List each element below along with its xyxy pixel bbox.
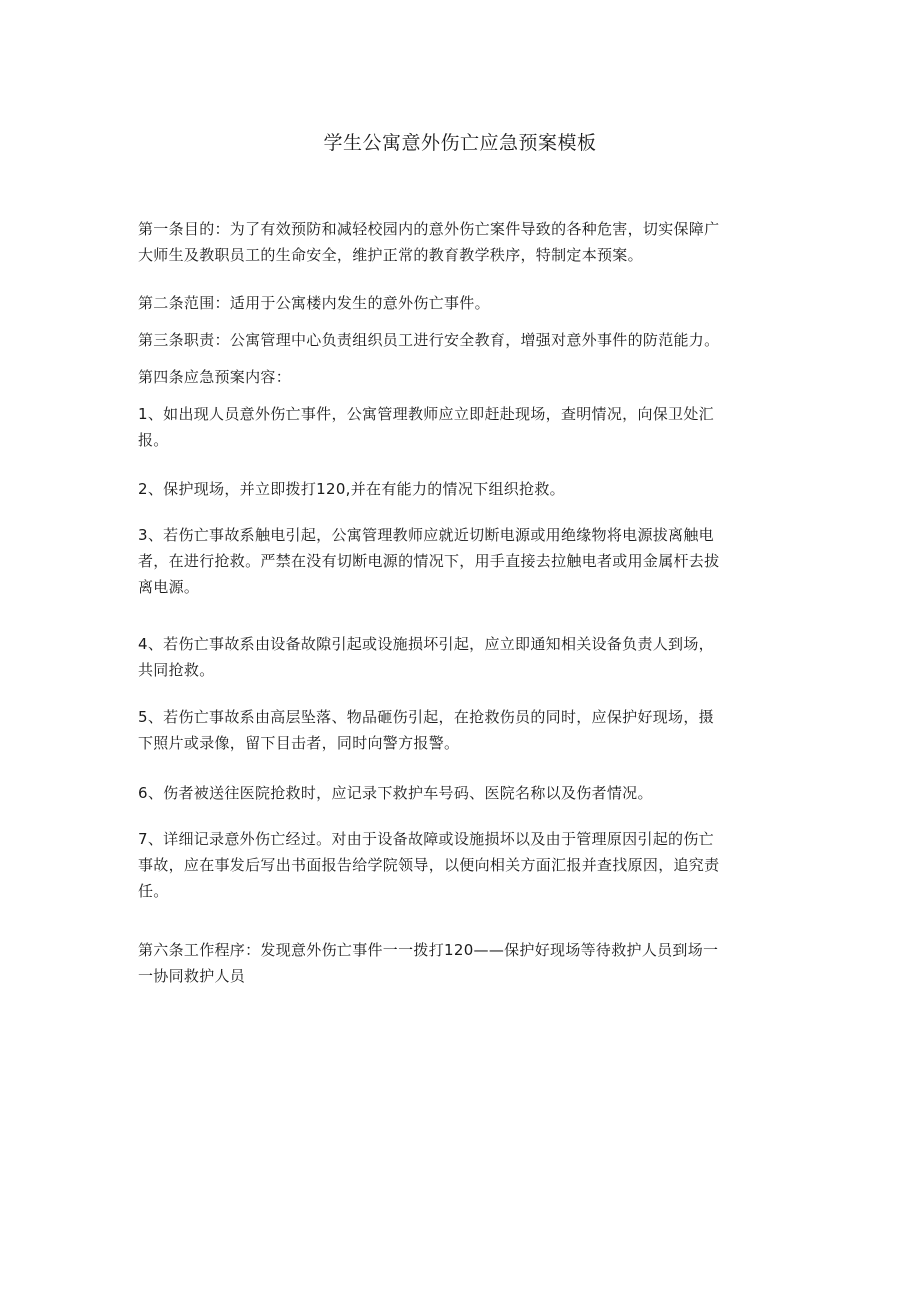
text-line: 第六条工作程序：发现意外伤亡事件一一拨打120——保护好现场等待救护人员到场一 (138, 941, 719, 959)
text-line: 下照片或录像，留下目击者，同时向警方报警。 (138, 734, 460, 752)
text-line: 4、若伤亡事故系由设备故隙引起或设施损坏引起，应立即通知相关设备负责人到场， (138, 635, 714, 653)
item-2 (138, 476, 798, 502)
text-line: 离电源。 (138, 578, 200, 596)
text-line: 第二条范围：适用于公寓楼内发生的意外伤亡事件。 (138, 294, 490, 312)
text-line: 第四条应急预案内容： (138, 368, 292, 386)
text-line: 一协同救护人员 (138, 967, 246, 985)
item-6 (138, 780, 798, 806)
article-2-scope (138, 290, 798, 316)
article-1-purpose (138, 216, 798, 268)
text-line: 共同抢救。 (138, 661, 215, 679)
text-line: 5、若伤亡事故系由高层坠落、物品砸伤引起，在抢救伤员的同时，应保护好现场，摄 (138, 708, 714, 726)
text-line: 3、若伤亡事故系触电引起，公寓管理教师应就近切断电源或用绝缘物将电源拔离触电 (138, 526, 714, 544)
item-5 (138, 704, 798, 756)
text-line: 6、伤者被送往医院抢救时，应记录下救护车号码、医院名称以及伤者情况。 (138, 784, 653, 802)
item-7 (138, 826, 798, 904)
article-6-procedure (138, 937, 798, 989)
item-3 (138, 522, 798, 600)
text-line: 1、如出现人员意外伤亡事件，公寓管理教师应立即赶赴现场，查明情况，向保卫处汇 (138, 405, 714, 423)
text-line: 报。 (138, 431, 169, 449)
text-line: 2、保护现场，并立即拨打120,并在有能力的情况下组织抢救。 (138, 480, 565, 498)
article-4-heading (138, 364, 798, 390)
item-4 (138, 631, 798, 683)
item-1 (138, 401, 798, 453)
text-line: 者，在进行抢救。严禁在没有切断电源的情况下，用手直接去拉触电者或用金属杆去拔 (138, 552, 720, 570)
text-line: 7、详细记录意外伤亡经过。对由于设备故障或设施损坏以及由于管理原因引起的伤亡 (138, 830, 714, 848)
document-title: 学生公寓意外伤亡应急预案模板 (323, 132, 597, 154)
text-line: 第一条目的：为了有效预防和减轻校园内的意外伤亡案件导致的各种危害，切实保障广 (138, 220, 720, 238)
text-line: 第三条职责：公寓管理中心负责组织员工进行安全教育，增强对意外事件的防范能力。 (138, 331, 720, 349)
text-line: 事故，应在事发后写出书面报告给学院领导，以便向相关方面汇报并查找原因，追究责 (138, 856, 720, 874)
text-line: 大师生及教职员工的生命安全，维护正常的教育教学秩序，特制定本预案。 (138, 246, 643, 264)
article-3-duties (138, 327, 798, 353)
text-line: 任。 (138, 882, 169, 900)
